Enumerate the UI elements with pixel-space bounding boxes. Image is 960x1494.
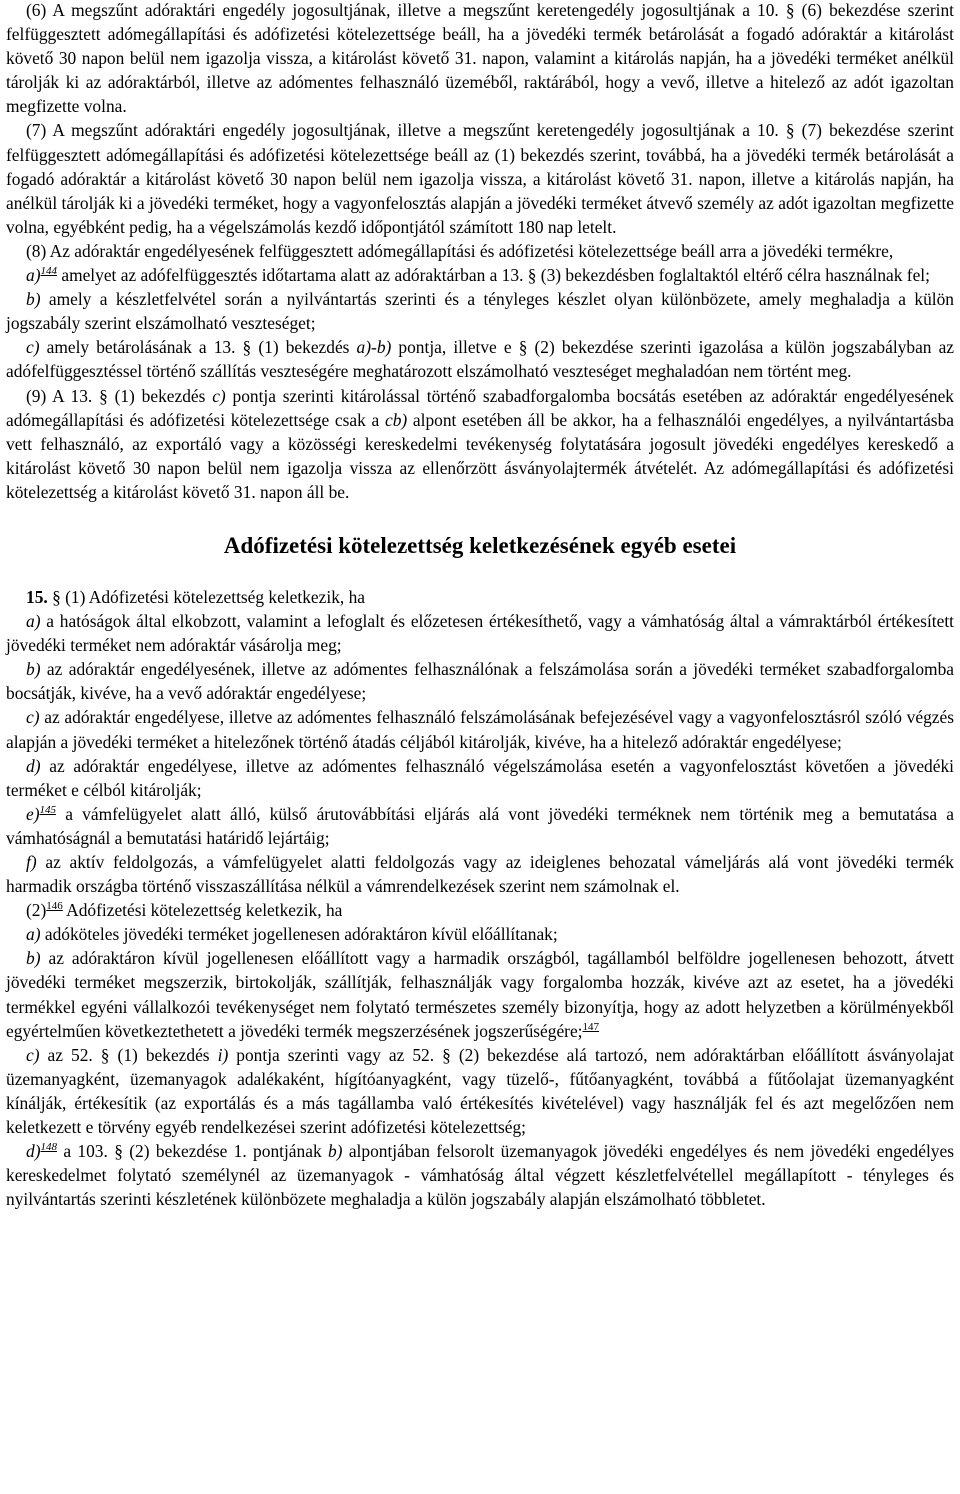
paragraph-text: (9) A 13. § (1) bekezdés — [26, 385, 213, 406]
point-text: pontja szerinti vagy az 52. § (2) bekezdése alá tartozó, nem adóraktárban előállított ásványolajat üzemanyagként, üzemanyagok adalékaként, hígítóanyagként, vagy tüzelő-, fűtőanyagként, továbbá a fűtőolajat üzemanyagként kínálják, értékesítik (az exportálás és a más tagállamba való értékesítés kivételével) vagy használják fel és azt megelőzően nem keletkezett e törvény egyéb rendelkezései szerint adófizetési kötelezettség; — [6, 1044, 954, 1138]
point-text: amely a készletfelvétel során a nyilvántartás szerinti és a tényleges készlet olyan különbözete, amely meghaladja a külön jogszabály szerint elszámolható veszteséget; — [6, 289, 954, 334]
point-label: b) — [26, 289, 41, 310]
section-15-2-d — [6, 1139, 954, 1211]
point-label: b) — [26, 948, 41, 969]
section-15-f — [6, 850, 954, 898]
paragraph-text: pontja szerinti kitárolással történő szabadforgalomba bocsátás esetében az adóraktár engedélyesének adómegállapítási és adófizetési kötelezettsége csak a — [6, 385, 954, 430]
point-text: az adóraktáron kívül jogellenesen előállított vagy a harmadik országból, tagállamból belföldre jogellenesen behozott, átvett jövedéki terméket megszerzik, birtokolják, szállítják, felhasználják vagy forgalomba hozzák, kivéve azt az esetet, ha a jövedéki termékkel egyéni vállalkozói tevékenységet nem folytató természetes személy bizonyítja, hogy az adott helyzetben a körülményekből egyértelműen következtethetett a jövedéki termék megszerzésének jogszerűségére; — [6, 948, 954, 1041]
point-label: d) — [26, 1141, 41, 1162]
paragraph-text: alpont esetében áll be akkor, ha a felhasználói engedélyes, a nyilvántartásba vett felhasználó, az exportáló vagy a közösségi kereskedelmi tevékenység folytatására jogosult jövedéki engedélyes kereskedő a kitárolást követő 30 napon belül nem igazolja vissza az ellenőrzött ásványolajtermék átvételét. Az adómegállapítási és adófizetési kötelezettség a kitárolást követő 31. napon áll be. — [6, 409, 954, 502]
point-label: d) — [26, 755, 41, 776]
section-15-d — [6, 754, 954, 802]
section-15-b — [6, 657, 954, 705]
point-text: pontja, illetve e § (2) bekezdése szerinti igazolása a külön jogszabályban az adófelfüggesztéssel történő szállítás veszteségére meghatározott elszámolható veszteséget meghaladóan nem történt meg. — [6, 337, 955, 382]
point-text: a vámfelügyelet alatt álló, külső árutovábbítási eljárás alá vont jövedéki terméknek nem történik meg a bemutatása a vámhatóságnál a bemutatási határidő lejártáig; — [6, 803, 954, 848]
point-reference: cb) — [384, 409, 408, 430]
footnote-link[interactable]: 144 — [40, 265, 57, 278]
point-label: a) — [26, 611, 41, 632]
point-label: c) — [26, 707, 40, 728]
footnote-link[interactable]: 145 — [39, 803, 57, 816]
point-label: c) — [26, 337, 40, 358]
point-label: c) — [26, 1044, 40, 1065]
point-reference: a)-b) — [356, 337, 392, 358]
paragraph-9 — [6, 384, 954, 504]
point-text: az adóraktár engedélyesének, illetve az adómentes felhasználónak a felszámolása során a jövedéki terméket szabadforgalomba bocsátják, kivéve, ha a vevő adóraktár engedélyese; — [6, 659, 954, 704]
point-text: amelyet az adófelfüggesztés időtartama alatt az adóraktárban a 13. § (3) bekezdésben foglaltaktól eltérő célra használnak fel; — [57, 265, 930, 286]
point-text: alpontjában felsorolt üzemanyagok jövedéki engedélyes és nem jövedéki engedélyes kereskedelmet folytató személynél az üzemanyagok - vámhatóság által végzett készletfelvétellel megállapított - tényleges és nyilvántartás szerinti készletének különbözete meghaladja a külön jogszabály alapján elszámolható többletet. — [6, 1141, 954, 1210]
section-text: § (1) Adófizetési kötelezettség keletkezik, ha — [47, 586, 366, 607]
section-15-e — [6, 802, 954, 850]
paragraph-8-c — [6, 335, 954, 383]
paragraph-8-a — [6, 263, 954, 287]
section-number: 15. — [26, 586, 48, 607]
point-reference: b) — [327, 1141, 343, 1162]
paragraph-6: (6) A megszűnt adóraktári engedély jogosultjának, illetve a megszűnt keretengedély jogosultjának a 10. § (6) bekezdése szerint felfüggesztett adómegállapítási és adófizetési kötelezettsége beáll, ha a jövedéki termék betárolását a fogadó adóraktár a kitárolást követő 30 napon belül nem igazolja vissza, a kitárolást követő 31. napon, valamint a kitárolás napján, ha a jövedéki terméket anélkül tárolják ki az adóraktárból, illetve az adómentes felhasználó üzeméből, raktárából, hogy a vevő, illetve a hitelező az adót igazoltan megfizette volna. — [6, 0, 954, 117]
point-label: f) — [26, 852, 37, 872]
section-15-2-a — [6, 922, 954, 946]
section-15-1 — [6, 585, 954, 609]
section-15-c — [6, 705, 954, 753]
point-text: az adóraktár engedélyese, illetve az adómentes felhasználó végelszámolása esetén a vagyonfelosztást követően a jövedéki terméket e célból kitárolják; — [6, 755, 954, 800]
section-15-a — [6, 609, 954, 657]
point-text: az 52. § (1) bekezdés — [39, 1044, 218, 1065]
paragraph-text: Adófizetési kötelezettség keletkezik, ha — [62, 900, 343, 921]
section-15-2-b — [6, 946, 954, 1042]
footnote-link[interactable]: 147 — [582, 1020, 600, 1033]
paragraph-label: (2) — [26, 900, 47, 921]
point-text: az adóraktár engedélyese, illetve az adómentes felhasználó felszámolásának befejezésével vagy a vagyonfelosztásról szóló végzés alapján a jövedéki terméket a hitelezőnek történő átadás céljából kitárolják, kivéve, ha a hitelező adóraktár engedélyese; — [6, 707, 954, 752]
point-label: e) — [26, 803, 40, 824]
point-text: adóköteles jövedéki terméket jogellenesen adóraktáron kívül előállítanak; — [40, 924, 558, 945]
footnote-link[interactable]: 146 — [46, 900, 63, 913]
paragraph-7: (7) A megszűnt adóraktári engedély jogosultjának, illetve a megszűnt keretengedély jogosultjának a 10. § (7) bekezdése szerint felfüggesztett adómegállapítási és adófizetési kötelezettsége beáll az (1) bekezdés szerint, továbbá, ha a jövedéki termék betárolását a fogadó adóraktár a kitárolást követő 30 napon belül nem igazolja vissza, a kitárolást követő 31. napon, illetve a kitárolás napján, ha anélkül tárolják ki a jövedéki terméket, hogy a vagyonfelosztás alapján a jövedéki terméket átvevő személy az adót igazoltan megfizette volna, egyébként pedig, ha a végelszámolás kezdő időpontjától számított 180 nap letelt. — [6, 120, 954, 237]
paragraph-8: (8) Az adóraktár engedélyesének felfüggesztett adómegállapítási és adófizetési kötelezettsége beáll arra a jövedéki termékre, — [26, 240, 894, 261]
section-15-2 — [6, 898, 954, 922]
point-label: a) — [26, 924, 41, 945]
point-reference: i) — [217, 1044, 229, 1065]
point-label: b) — [26, 659, 41, 680]
point-text: amely betárolásának a 13. § (1) bekezdés — [39, 337, 357, 358]
section-heading: Adófizetési kötelezettség keletkezésének egyéb esetei — [223, 532, 737, 558]
point-text: a 103. § (2) bekezdése 1. pontjának — [57, 1141, 328, 1162]
point-label: a) — [26, 265, 41, 286]
point-text: az aktív feldolgozás, a vámfelügyelet alatti feldolgozás vagy az ideiglenes behozatal vámeljárás alá vont jövedéki termék harmadik országba történő visszaszállítása nélkül a vámrendelkezések szerint nem számolnak el. — [6, 852, 954, 897]
section-15-2-c — [6, 1043, 954, 1139]
footnote-link[interactable]: 148 — [40, 1141, 57, 1154]
point-reference: c) — [212, 385, 226, 406]
point-text: a hatóságok által elkobzott, valamint a lefoglalt és előzetesen értékesíthető, vagy a vámhatóság által a vámraktárból értékesített jövedéki terméket nem adóraktár vásárolja meg; — [6, 611, 954, 656]
paragraph-8-b — [6, 287, 954, 335]
